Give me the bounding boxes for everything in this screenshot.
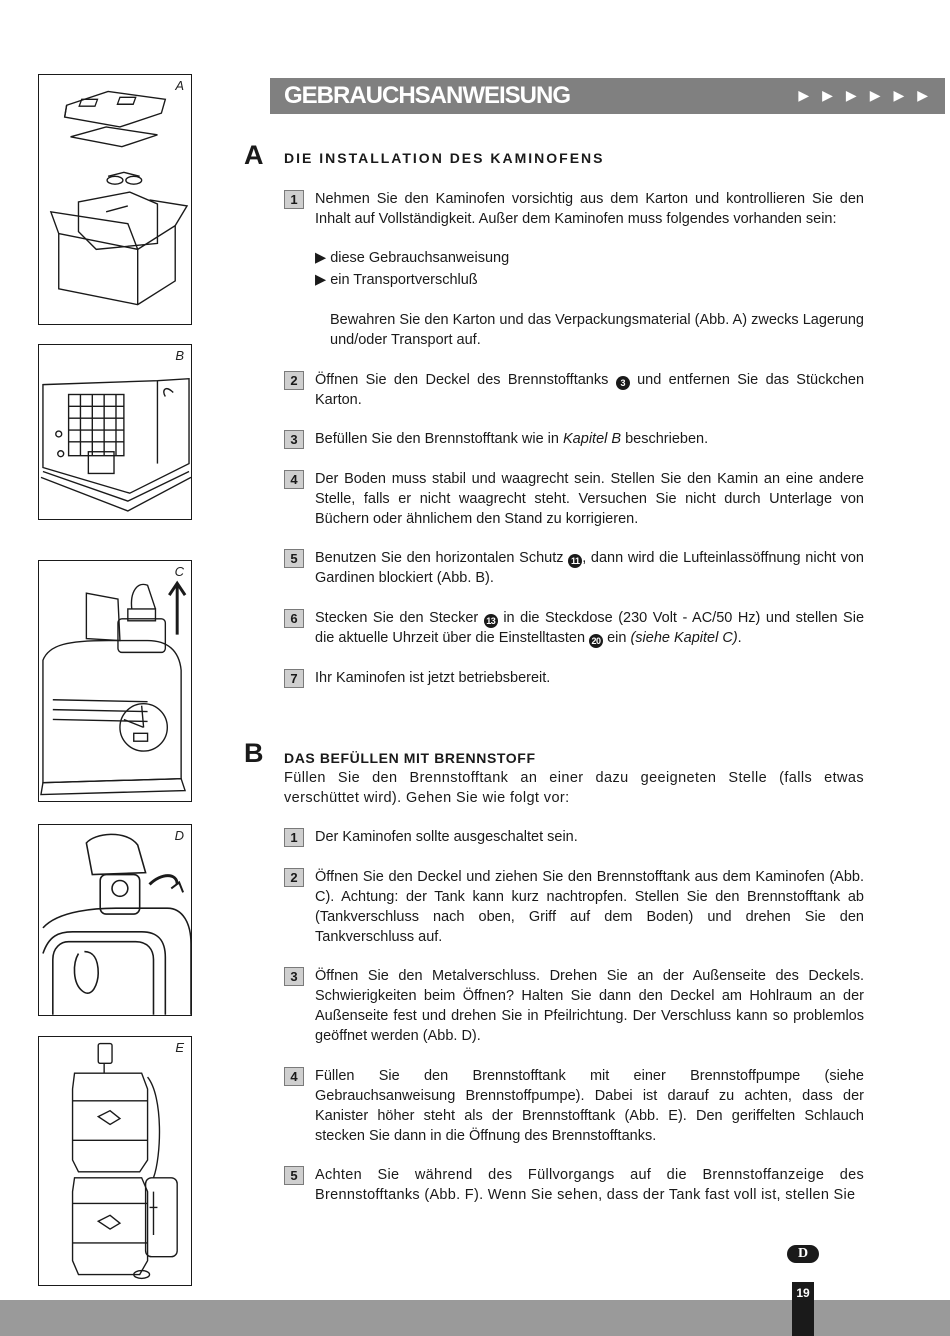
figure-letter: A [175, 78, 184, 93]
step-text: Befüllen Sie den Brennstofftank wie in Kapitel B beschrieben. [315, 431, 709, 447]
step-number: 2 [284, 868, 304, 887]
figure-letter: E [175, 1040, 184, 1055]
figure-b [38, 344, 192, 520]
cap-opening-illustration [39, 825, 191, 1015]
figure-a [38, 74, 192, 325]
page-number-tab [792, 1282, 814, 1336]
step-text: Achten Sie während des Füllvorgangs auf die Brennstoffanzeige des Brennstofftanks (Abb. F). Wenn Sie sehen, dass der Tank fast voll ist, stellen Sie [315, 1167, 864, 1203]
figure-letter: D [174, 828, 184, 843]
figure-letter: B [175, 348, 184, 363]
figure-d [38, 824, 192, 1016]
step-number: 6 [284, 609, 304, 628]
figure-letter: C [174, 564, 184, 579]
figure-c [38, 560, 192, 802]
ref-number-icon: 3 [616, 376, 630, 390]
step-number: 4 [284, 470, 304, 489]
step-number: 1 [284, 190, 304, 209]
ref-number-icon: 13 [484, 614, 498, 628]
bullet-text: ein Transportverschluß [330, 272, 478, 288]
section-b-intro: Füllen Sie den Brennstofftank an einer dazu geeigneten Stelle (falls etwas verschüttet wird). Gehen Sie wie folgt vor: [284, 770, 864, 806]
section-b-letter: B [244, 738, 264, 768]
step-number: 5 [284, 1166, 304, 1185]
bullet-arrow-icon: ▶ [315, 250, 327, 266]
step-text: Öffnen Sie den Deckel des Brennstofftanks 3 und entfernen Sie das Stückchen Karton. [315, 372, 865, 408]
section-b-title: DAS BEFÜLLEN MIT BRENNSTOFF [284, 750, 536, 766]
bullet-item [315, 248, 509, 268]
step-text: Nehmen Sie den Kaminofen vorsichtig aus dem Karton und kontrollieren Sie den Inhalt auf Vollständigkeit. Außer dem Kaminofen muss folgendes vorhanden sein: [315, 191, 864, 227]
header-bar [270, 78, 945, 114]
tank-removal-illustration [39, 561, 191, 801]
section-a-title: DIE INSTALLATION DES KAMINOFENS [284, 150, 605, 166]
page-number: 19 [796, 1286, 810, 1300]
step-number: 5 [284, 549, 304, 568]
step-text: Füllen Sie den Brennstofftank mit einer Brennstoffpumpe (siehe Gebrauchsanweisung Brennstoffpumpe). Dabei ist darauf zu achten, dass der Kanister höher steht als der Brennstofftank (Abb. E). Den geriffelten Schlauch stecken Sie dann in die Öffnung des Brennstofftanks. [315, 1068, 864, 1144]
bullet-text: diese Gebrauchsanweisung [330, 250, 510, 266]
step-text: Öffnen Sie den Deckel und ziehen Sie den Brennstofftank aus dem Kaminofen (Abb. C). Achtung: der Tank kann kurz nachtropfen. Stellen Sie den Brennstofftank ab (Tankverschluss nach oben, Griff auf dem Boden) und drehen Sie den Tankverschluss auf. [315, 869, 864, 945]
step-number: 4 [284, 1067, 304, 1086]
header-arrow-icons: ▶▶▶▶▶▶ [798, 87, 941, 103]
step-text: Benutzen Sie den horizontalen Schutz 11 , dann wird die Lufteinlassöffnung nicht von Gardinen blockiert (Abb. B). [315, 550, 864, 586]
step-text: Ihr Kaminofen ist jetzt betriebsbereit. [315, 670, 551, 686]
step-text: Öffnen Sie den Metalverschluss. Drehen Sie an der Außenseite des Deckels. Schwierigkeiten beim Öffnen? Halten Sie dann den Deckel am Hohlraum an der Außenseite fest und drehen Sie in Pfeilrichtung. Der Verschluss kann so problemlos geöffnet werden (Abb. D). [315, 968, 864, 1044]
step-text: Stecken Sie den Stecker 13 in die Steckdose (230 Volt - AC/50 Hz) und stellen Sie die aktuelle Uhrzeit über die Einstelltasten 20 ein (siehe Kapitel C). [315, 610, 865, 646]
fuel-pump-illustration [39, 1037, 191, 1285]
bullet-item [315, 270, 478, 290]
step-number: 3 [284, 430, 304, 449]
step-number: 3 [284, 967, 304, 986]
ref-number-icon: 11 [568, 554, 582, 568]
step-number: 2 [284, 371, 304, 390]
bullet-arrow-icon: ▶ [315, 272, 327, 288]
section-a-letter: A [244, 140, 264, 170]
step-number: 7 [284, 669, 304, 688]
heater-unboxing-illustration [39, 75, 191, 324]
figure-e [38, 1036, 192, 1286]
step-number: 1 [284, 828, 304, 847]
step-text: Der Kaminofen sollte ausgeschaltet sein. [315, 829, 578, 845]
heater-back-filter-illustration [39, 345, 191, 519]
note-text: Bewahren Sie den Karton und das Verpackungsmaterial (Abb. A) zwecks Lagerung und/oder Transport auf. [330, 312, 864, 348]
language-badge: D [787, 1245, 819, 1263]
step-text: Der Boden muss stabil und waagrecht sein. Stellen Sie den Kamin an eine andere Stelle, falls er nicht waagrecht steht. Versuchen Sie nicht durch Unterlage von Büchern oder ähnlichem den Stand zu korrigieren. [315, 471, 864, 527]
page-title: GEBRAUCHSANWEISUNG [284, 82, 571, 109]
ref-number-icon: 20 [589, 634, 603, 648]
